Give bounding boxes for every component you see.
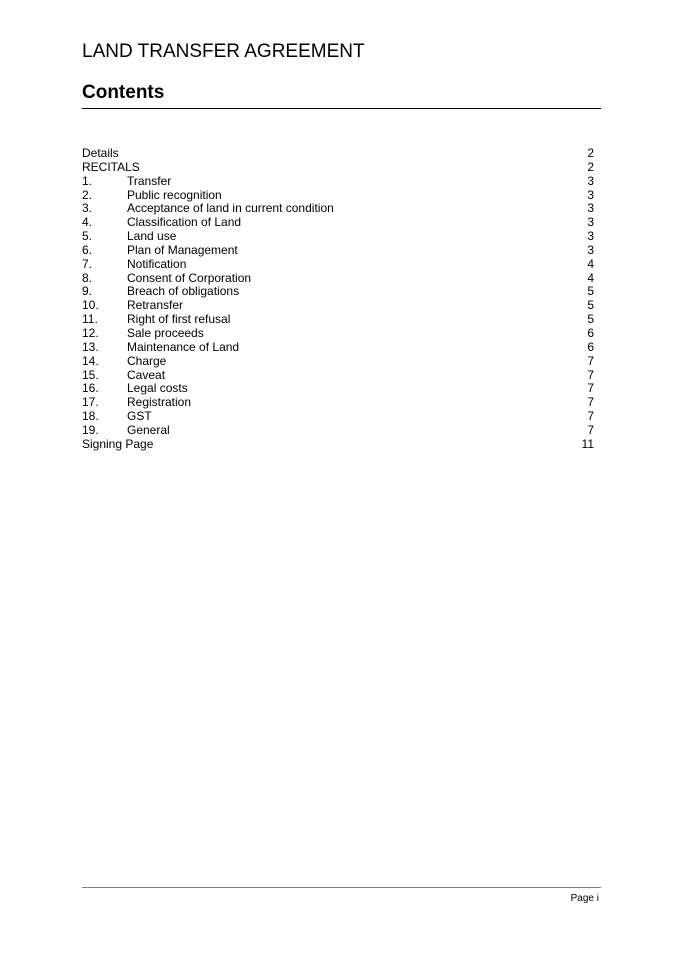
toc-entry-number: 2. — [82, 187, 93, 202]
toc-entry-page: 3 — [587, 229, 594, 244]
toc-entry-page: 3 — [587, 242, 594, 257]
toc-entry[interactable] — [82, 396, 594, 410]
toc-entry-page: 3 — [587, 187, 594, 202]
toc-entry-title: Transfer — [127, 173, 172, 188]
toc-entry-number: 1. — [82, 173, 93, 188]
toc-entry[interactable] — [82, 438, 594, 452]
toc-entry-page: 6 — [587, 339, 594, 354]
toc-entry-number: 10. — [82, 298, 99, 313]
toc-entry-title: RECITALS — [82, 159, 140, 174]
contents-heading: Contents — [82, 82, 165, 103]
toc-entry[interactable] — [82, 382, 594, 396]
toc-entry-page: 6 — [587, 325, 594, 340]
toc-entry-number: 3. — [82, 201, 93, 216]
toc-entry-number: 15. — [82, 367, 99, 382]
toc-entry-number: 18. — [82, 409, 99, 424]
toc-entry-title: Land use — [127, 229, 177, 244]
toc-entry-number: 6. — [82, 242, 93, 257]
page-number: Page i — [570, 893, 599, 904]
toc-entry-page: 7 — [587, 381, 594, 396]
toc-entry-title: GST — [127, 409, 152, 424]
toc-entry-title: Details — [82, 146, 119, 160]
toc-entry[interactable] — [82, 189, 594, 203]
toc-entry[interactable] — [82, 216, 594, 230]
toc-entry-title: Registration — [127, 395, 192, 410]
toc-entry-title: Consent of Corporation — [127, 270, 252, 285]
toc-entry[interactable] — [82, 299, 594, 313]
toc-entry-title: Classification of Land — [127, 215, 242, 230]
toc-entry[interactable] — [82, 161, 594, 175]
toc-entry-title: Signing Page — [82, 436, 154, 451]
toc-entry[interactable] — [82, 355, 594, 369]
toc-entry-title: Sale proceeds — [127, 325, 204, 340]
table-of-contents — [82, 147, 594, 452]
toc-entry-number: 17. — [82, 395, 99, 410]
toc-entry-title: Plan of Management — [127, 242, 238, 257]
toc-entry[interactable] — [82, 258, 594, 272]
toc-entry-number: 16. — [82, 381, 99, 396]
toc-entry[interactable] — [82, 230, 594, 244]
toc-entry[interactable] — [82, 313, 594, 327]
toc-entry-page: 7 — [587, 422, 594, 437]
document-title: LAND TRANSFER AGREEMENT — [82, 41, 365, 62]
toc-entry-title: Retransfer — [127, 298, 184, 313]
toc-entry-page: 2 — [587, 159, 594, 174]
toc-entry-number: 19. — [82, 422, 99, 437]
toc-entry[interactable] — [82, 175, 594, 189]
toc-entry-page: 3 — [587, 201, 594, 216]
toc-entry-page: 7 — [587, 395, 594, 410]
toc-entry[interactable] — [82, 410, 594, 424]
toc-entry-number: 4. — [82, 215, 93, 230]
toc-entry-page: 7 — [587, 353, 594, 368]
toc-entry-number: 8. — [82, 270, 93, 285]
toc-entry-title: Acceptance of land in current condition — [127, 201, 334, 216]
toc-entry-page: 5 — [587, 298, 594, 313]
toc-entry-page: 5 — [587, 312, 594, 327]
toc-entry-page: 4 — [587, 270, 594, 285]
toc-entry-number: 11. — [82, 312, 98, 327]
toc-entry-title: Caveat — [127, 367, 166, 382]
toc-entry-page: 2 — [587, 146, 594, 160]
toc-entry-title: Legal costs — [127, 381, 188, 396]
footer-divider — [82, 887, 601, 888]
toc-entry-title: Charge — [127, 353, 167, 368]
toc-entry-title: Breach of obligations — [127, 284, 240, 299]
toc-entry[interactable] — [82, 327, 594, 341]
toc-entry[interactable] — [82, 285, 594, 299]
toc-entry-title: Maintenance of Land — [127, 339, 240, 354]
toc-entry-title: General — [127, 422, 170, 437]
toc-entry-page: 11 — [581, 436, 594, 451]
toc-entry[interactable] — [82, 272, 594, 286]
toc-entry-page: 5 — [587, 284, 594, 299]
toc-entry[interactable] — [82, 244, 594, 258]
toc-entry-title: Notification — [127, 256, 187, 271]
toc-entry-number: 7. — [82, 256, 93, 271]
toc-entry-title: Right of first refusal — [127, 312, 231, 327]
toc-entry[interactable] — [82, 202, 594, 216]
heading-divider — [82, 108, 601, 109]
toc-entry-page: 3 — [587, 215, 594, 230]
toc-entry[interactable] — [82, 424, 594, 438]
toc-entry-number: 14. — [82, 353, 99, 368]
toc-entry-number: 9. — [82, 284, 93, 299]
toc-entry-number: 13. — [82, 339, 99, 354]
toc-entry-page: 3 — [587, 173, 594, 188]
toc-entry[interactable] — [82, 147, 594, 161]
toc-entry-number: 12. — [82, 325, 99, 340]
toc-entry[interactable] — [82, 341, 594, 355]
toc-entry-page: 4 — [587, 256, 594, 271]
toc-entry[interactable] — [82, 369, 594, 383]
toc-entry-page: 7 — [587, 367, 594, 382]
toc-entry-number: 5. — [82, 229, 93, 244]
toc-entry-page: 7 — [587, 409, 594, 424]
toc-entry-title: Public recognition — [127, 187, 222, 202]
